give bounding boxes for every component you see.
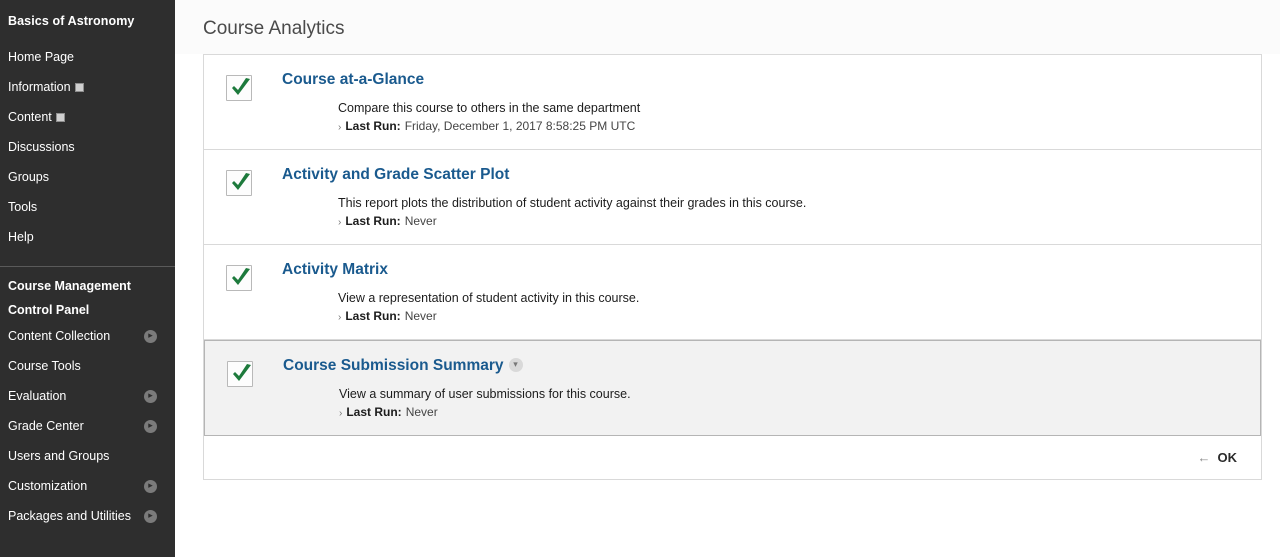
sidebar-item-label: Evaluation bbox=[8, 389, 67, 403]
sidebar-item-groups[interactable] bbox=[0, 162, 175, 192]
report-checkbox[interactable] bbox=[226, 170, 252, 196]
report-checkbox[interactable] bbox=[226, 75, 252, 101]
green-check-icon bbox=[229, 171, 253, 195]
chevron-right-icon[interactable]: ▸ bbox=[144, 330, 157, 343]
green-check-icon bbox=[229, 266, 253, 290]
sidebar-item-label: Help bbox=[8, 230, 34, 244]
page-icon bbox=[56, 113, 65, 122]
sidebar-item-content-collection[interactable] bbox=[0, 321, 175, 351]
last-run-label: Last Run: bbox=[345, 214, 401, 228]
sidebar-item-label: Groups bbox=[8, 170, 49, 184]
last-run-value: Never bbox=[404, 309, 437, 323]
footer-bar bbox=[203, 436, 1262, 480]
chevron-right-icon[interactable]: ▸ bbox=[144, 390, 157, 403]
report-description: View a representation of student activity in this course. bbox=[338, 291, 640, 305]
page-icon bbox=[75, 83, 84, 92]
sidebar-item-label: Packages and Utilities bbox=[8, 509, 131, 523]
course-title: Basics of Astronomy bbox=[8, 14, 135, 28]
sidebar-item-label: Users and Groups bbox=[8, 449, 110, 463]
report-description: This report plots the distribution of student activity against their grades in this course. bbox=[338, 196, 807, 210]
course-menu-sidebar bbox=[0, 0, 175, 557]
ok-button-label: OK bbox=[1217, 450, 1237, 465]
report-link-activity-matrix[interactable]: Activity Matrix bbox=[282, 261, 388, 278]
chevron-right-icon[interactable]: ▸ bbox=[144, 480, 157, 493]
report-link-course-at-a-glance[interactable]: Course at-a-Glance bbox=[282, 71, 425, 88]
last-run-label: Last Run: bbox=[346, 405, 402, 419]
chevron-right-icon[interactable]: ▸ bbox=[144, 510, 157, 523]
sidebar-item-grade-center[interactable] bbox=[0, 411, 175, 441]
sidebar-item-packages-and-utilities[interactable] bbox=[0, 501, 175, 531]
last-run-value: Never bbox=[405, 405, 438, 419]
report-body bbox=[282, 69, 1245, 133]
report-last-run bbox=[339, 405, 1244, 419]
course-management-heading: Course Management bbox=[8, 279, 131, 293]
last-run-label: Last Run: bbox=[345, 309, 401, 323]
last-run-value: Never bbox=[404, 214, 437, 228]
sidebar-item-customization[interactable] bbox=[0, 471, 175, 501]
green-check-icon bbox=[229, 76, 253, 100]
report-checkbox[interactable] bbox=[226, 265, 252, 291]
sidebar-item-label: Discussions bbox=[8, 140, 75, 154]
sidebar-item-course-tools[interactable] bbox=[0, 351, 175, 381]
sidebar-item-label: Home Page bbox=[8, 50, 75, 64]
sidebar-item-label: Content Collection bbox=[8, 329, 111, 343]
report-list-container bbox=[175, 54, 1280, 557]
report-link-activity-and-grade-scatter-plot[interactable]: Activity and Grade Scatter Plot bbox=[282, 166, 510, 183]
control-panel-heading: Control Panel bbox=[8, 303, 90, 317]
report-link-course-submission-summary[interactable]: Course Submission Summary bbox=[283, 357, 504, 374]
sidebar-item-help[interactable] bbox=[0, 222, 175, 252]
report-checkbox[interactable] bbox=[227, 361, 253, 387]
report-description: Compare this course to others in the same department bbox=[338, 101, 641, 115]
sidebar-item-label: Content bbox=[8, 110, 52, 124]
report-list bbox=[203, 54, 1262, 436]
main-content bbox=[175, 0, 1280, 557]
report-body bbox=[282, 164, 1245, 228]
sidebar-item-tools[interactable] bbox=[0, 192, 175, 222]
report-body bbox=[282, 259, 1245, 323]
sidebar-item-evaluation[interactable] bbox=[0, 381, 175, 411]
green-check-icon bbox=[230, 362, 254, 386]
sidebar-item-information[interactable] bbox=[0, 72, 175, 102]
table-row[interactable] bbox=[204, 340, 1261, 436]
last-run-label: Last Run: bbox=[345, 119, 401, 133]
sidebar-item-home-page[interactable] bbox=[0, 42, 175, 72]
report-body bbox=[283, 355, 1244, 419]
last-run-value: Friday, December 1, 2017 8:58:25 PM UTC bbox=[404, 119, 636, 133]
chevron-down-circle-icon[interactable]: ▾ bbox=[509, 358, 523, 372]
chevron-right-icon: › bbox=[338, 122, 342, 133]
chevron-right-icon: › bbox=[338, 312, 342, 323]
sidebar-item-users-and-groups[interactable] bbox=[0, 441, 175, 471]
sidebar-item-label: Grade Center bbox=[8, 419, 84, 433]
sidebar-item-label: Information bbox=[8, 80, 71, 94]
table-row[interactable] bbox=[204, 55, 1261, 150]
sidebar-item-label: Course Tools bbox=[8, 359, 81, 373]
sidebar-item-content[interactable] bbox=[0, 102, 175, 132]
table-row[interactable] bbox=[204, 245, 1261, 340]
page-title: Course Analytics bbox=[175, 0, 1280, 54]
sidebar-item-label: Tools bbox=[8, 200, 38, 214]
report-last-run bbox=[338, 309, 1245, 323]
left-arrow-icon: ← bbox=[1197, 450, 1211, 465]
report-last-run bbox=[338, 119, 1245, 133]
chevron-right-icon: › bbox=[338, 217, 342, 228]
report-last-run bbox=[338, 214, 1245, 228]
sidebar-item-label: Customization bbox=[8, 479, 88, 493]
report-description: View a summary of user submissions for this course. bbox=[339, 387, 631, 401]
ok-button[interactable] bbox=[1192, 449, 1244, 466]
table-row[interactable] bbox=[204, 150, 1261, 245]
chevron-right-icon: › bbox=[339, 408, 343, 419]
sidebar-item-discussions[interactable] bbox=[0, 132, 175, 162]
chevron-right-icon[interactable]: ▸ bbox=[144, 420, 157, 433]
